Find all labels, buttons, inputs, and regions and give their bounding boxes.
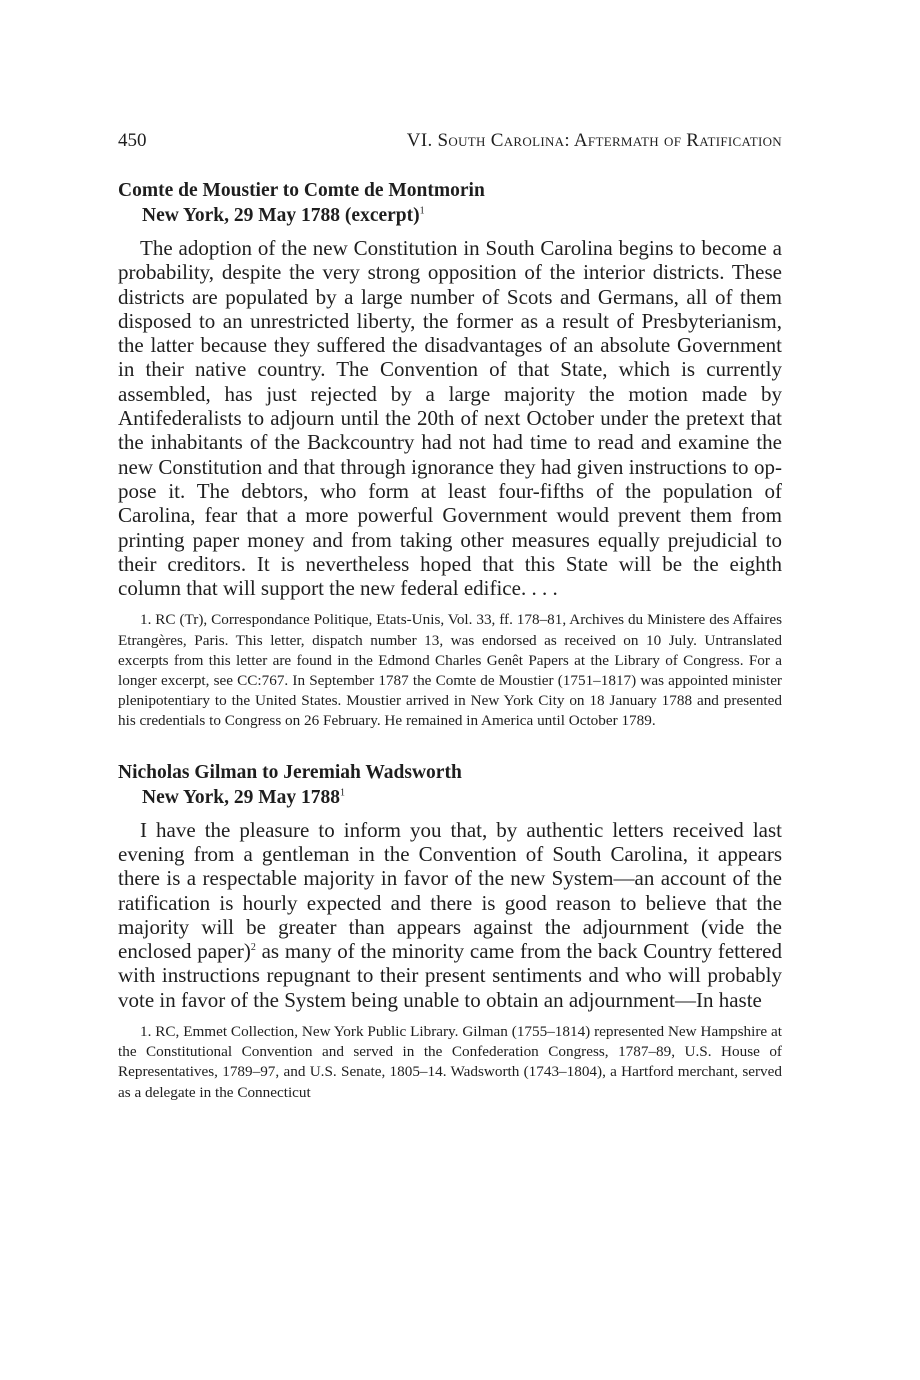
dateline-text: New York, 29 May 1788 bbox=[142, 786, 341, 808]
body-text-part: as many of the minority came from the back Country fettered with instructions repugnant to their present sentiments and who will probably vote in favor of the System being unable to obtain an adjournment—In haste bbox=[118, 939, 782, 1012]
document-heading bbox=[118, 178, 782, 228]
document-heading-title: Comte de Moustier to Comte de Montmorin bbox=[118, 180, 485, 201]
running-head-title: VI. South Carolina: Aftermath of Ratification bbox=[406, 130, 782, 151]
footnote-marker: 1 bbox=[340, 787, 346, 799]
section-divider-space bbox=[118, 732, 782, 760]
body-text-part: I have the pleasure to inform you that, by authentic letters received last evening from a gentleman in the Convention of South Carolina, it appears there is a respectable majority in favor of the new System—an account of the ratification is hourly expected and there is good reason to believe that the majority will be greater than appears against the adjournment (vide the enclosed paper) bbox=[118, 817, 782, 964]
page-number: 450 bbox=[118, 130, 147, 151]
document-body: The adoption of the new Constitution in South Carolina begins to become a probability, despite the very strong opposition of the interior districts. These districts are populated by a large number of Scots and Germans, all of them disposed to an unrestricted liberty, the former as a result of Presbyterianism, the latter because they suffered the disadvantages of an absolute Government in their native country. The Convention of that State, which is currently assembled, has just rejected by a large majority the motion made by Antifederalists to adjourn until the 20th of next October under the pretext that the inhabitants of the Backcountry had not had time to read and examine the new Constitution and that through ignorance they had given instructions to oppose it. The debtors, who form at least four-fifths of the population of Carolina, fear that a more powerful Government would prevent them from printing paper money and from taking other measures equally prejudicial to their creditors. It is nevertheless hoped that this State will be the eighth column that will support the new federal edifice. . . . bbox=[118, 236, 782, 601]
document-heading-title: Nicholas Gilman to Jeremiah Wadsworth bbox=[118, 761, 462, 783]
footnote-marker: 1 bbox=[419, 205, 425, 217]
document-page bbox=[118, 128, 782, 1103]
footnote: 1. RC (Tr), Correspondance Politique, Etats-Unis, Vol. 33, ff. 178–81, Archives du Ministere des Affaires Etrangères, Paris. This letter, dispatch number 13, was endorsed as received on 10 July. Untranslated excerpts from this letter are found in the Edmond Charles Genêt Papers at the Library of Congress. For a longer excerpt, see CC:767. In September 1787 the Comte de Moustier (1751–1817) was appointed minister plenipotentiary to the United States. Moustier arrived in New York City on 18 January 1788 and presented his credentials to Congress on 26 February. He remained in America until October 1789. bbox=[118, 611, 782, 730]
footnote: 1. RC, Emmet Collection, New York Public Library. Gilman (1755–1814) represented New Hampshire at the Constitutional Convention and served in the Confederation Congress, 1787–89, U.S. House of Representatives, 1789–97, and U.S. Senate, 1805–14. Wadsworth (1743–1804), a Hartford merchant, served as a delegate in the Connecticut bbox=[118, 1023, 782, 1101]
document-gilman bbox=[118, 760, 782, 1103]
document-heading bbox=[118, 760, 782, 810]
document-body bbox=[118, 818, 782, 1012]
running-head bbox=[118, 128, 782, 154]
footnote-marker: 2 bbox=[250, 942, 256, 954]
document-moustier bbox=[118, 178, 782, 732]
document-heading-dateline bbox=[118, 203, 782, 228]
document-heading-dateline bbox=[118, 785, 782, 810]
dateline-text: New York, 29 May 1788 (excerpt) bbox=[142, 205, 420, 226]
